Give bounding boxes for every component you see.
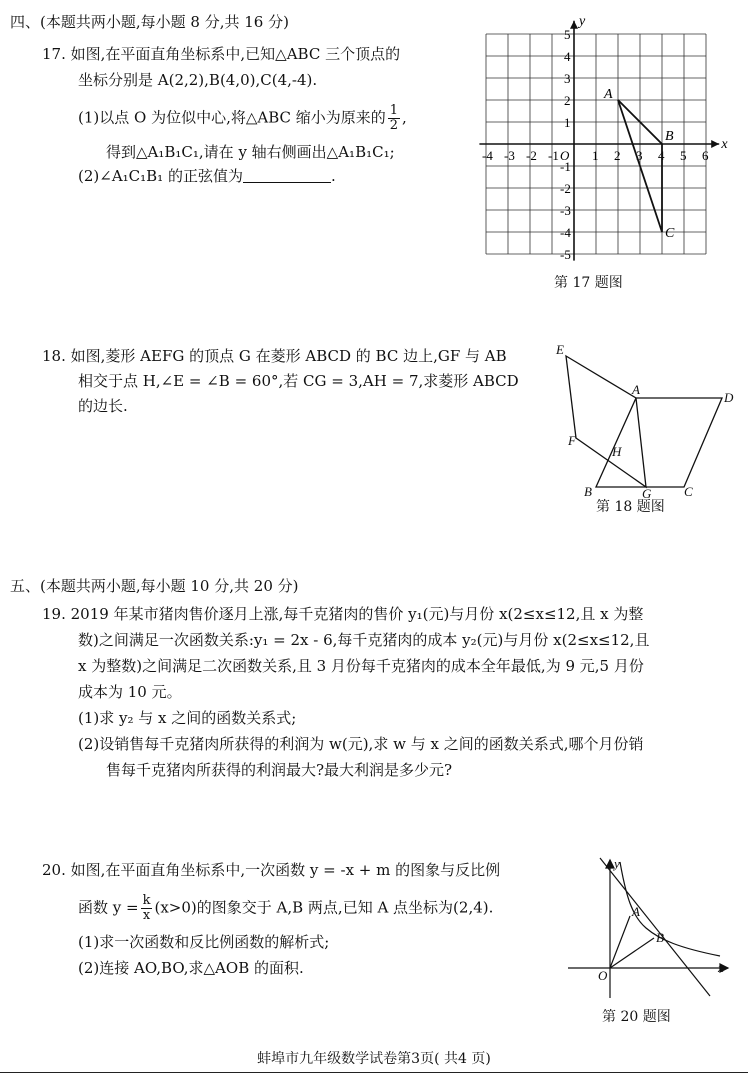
q20-line2a: 函数 y =	[78, 898, 139, 917]
q17-y-tick-label: -4	[560, 225, 571, 240]
q17-x-tick-label: 3	[636, 148, 643, 163]
q20-segment-bo	[610, 938, 654, 968]
q20-part1: (1)求一次函数和反比例函数的解析式;	[78, 933, 330, 951]
q17-fraction	[388, 104, 400, 133]
q17-x-tick-label: -4	[482, 148, 493, 163]
q17-y-tick-label: 4	[564, 49, 571, 64]
q18-label-b: B	[584, 484, 592, 499]
q19-part1: (1)求 y₂ 与 x 之间的函数关系式;	[78, 709, 297, 727]
q20-label-b: B	[656, 930, 664, 945]
q17-y-tick-label: -3	[560, 203, 571, 218]
q17-x-tick-label: 4	[658, 148, 665, 163]
page-footer: 蚌埠市九年级数学试卷第3页( 共4 页)	[257, 1051, 491, 1067]
q18-label-c: C	[684, 484, 693, 499]
q17-line2: 坐标分别是 A(2,2),B(4,0),C(4,-4).	[78, 71, 318, 89]
section5-header: 五、(本题共两小题,每小题 10 分,共 20 分)	[10, 577, 299, 595]
q20-label-y: y	[614, 856, 620, 871]
bottom-rule	[0, 1072, 748, 1073]
q17-y-axis-label: y	[579, 13, 586, 29]
q17-x-tick-label: 5	[680, 148, 687, 163]
q17-line1: 17. 如图,在平面直角坐标系中,已知△ABC 三个顶点的	[42, 45, 401, 63]
q18-label-d: D	[724, 390, 734, 405]
q17-y-tick-label: -1	[560, 159, 571, 174]
q17-figure	[478, 10, 738, 270]
q17-x-tick-label: -3	[504, 148, 515, 163]
q20-label-x: x	[718, 960, 724, 975]
q17-comma: ,	[402, 108, 407, 127]
q18-label-e: E	[556, 342, 564, 357]
q17-x-tick-label: 6	[702, 148, 709, 163]
q20-label-o: O	[598, 968, 608, 983]
q17-x-tick-label: -2	[526, 148, 537, 163]
q20-caption: 第 20 题图	[602, 1009, 671, 1025]
q20-figure	[560, 856, 740, 1006]
q17-y-tick-label: 5	[564, 27, 571, 42]
q17-y-tick-label: 3	[564, 71, 571, 86]
q18-figure	[548, 340, 748, 500]
q20-line2b: (x>0)的图象交于 A,B 两点,已知 A 点坐标为(2,4).	[154, 898, 494, 917]
q20-fraction	[141, 894, 153, 923]
q18-line1: 18. 如图,菱形 AEFG 的顶点 G 在菱形 ABCD 的 BC 边上,GF 与 AB	[42, 347, 507, 365]
q17-point-b-label: B	[665, 129, 674, 144]
q19-part2a: (2)设销售每千克猪肉所获得的利润为 w(元),求 w 与 x 之间的函数关系式,哪个月份销	[78, 735, 644, 753]
q17-part1a	[78, 104, 407, 133]
q19-part2b: 售每千克猪肉所获得的利润最大?最大利润是多少元?	[106, 761, 453, 779]
q19-line4: 成本为 10 元。	[78, 683, 182, 701]
q17-x-tick-label: 1	[592, 148, 599, 163]
q17-y-tick-label: -2	[560, 181, 571, 196]
q17-caption: 第 17 题图	[554, 275, 623, 291]
q18-label-h: H	[612, 444, 622, 459]
q17-part2	[78, 166, 336, 186]
q17-point-c-label: C	[665, 226, 675, 241]
q18-label-f: F	[568, 433, 576, 448]
q18-label-a: A	[632, 382, 640, 397]
q17-y-tick-label: 2	[564, 93, 571, 108]
q18-rhombus-aefg	[566, 356, 646, 487]
q17-part2-end: .	[330, 167, 336, 185]
q17-answer-blank	[243, 168, 331, 183]
q17-axes	[479, 14, 728, 261]
q20-segment-ao	[610, 916, 630, 968]
q17-part1a-text: (1)以点 O 为位似中心,将△ABC 缩小为原来的	[78, 108, 386, 127]
q17-y-arrow	[570, 21, 578, 29]
q20-frac-denominator: x	[142, 908, 151, 923]
q17-y-tick-label: -5	[560, 247, 571, 262]
q20-line1: 20. 如图,在平面直角坐标系中,一次函数 y = -x + m 的图象与反比例	[42, 861, 501, 879]
q17-y-tick-label: 1	[564, 115, 571, 130]
q19-line3: x 为整数)之间满足二次函数关系,且 3 月份每千克猪肉的成本全年最低,为 9 元,5 月份	[78, 657, 644, 675]
q17-x-axis-label: x	[721, 137, 728, 152]
q17-part2-text: (2)∠A₁C₁B₁ 的正弦值为	[78, 167, 243, 185]
section4-header: 四、(本题共两小题,每小题 8 分,共 16 分)	[10, 13, 289, 31]
q18-line2: 相交于点 H,∠E = ∠B = 60°,若 CG = 3,AH = 7,求菱形 ABCD	[78, 372, 519, 390]
q17-x-tick-label: 2	[614, 148, 621, 163]
q20-frac-numerator: k	[142, 893, 151, 908]
q17-part1b: 得到△A₁B₁C₁,请在 y 轴右侧画出△A₁B₁C₁;	[106, 143, 395, 161]
q17-x-tick-label: O	[560, 148, 570, 163]
q17-point-a-label: A	[604, 87, 613, 102]
q20-part2: (2)连接 AO,BO,求△AOB 的面积.	[78, 959, 304, 977]
q19-line1: 19. 2019 年某市猪肉售价逐月上涨,每千克猪肉的售价 y₁(元)与月份 x(2≤x≤12,且 x 为整	[42, 605, 644, 623]
q20-line2	[78, 894, 493, 923]
q17-triangle	[603, 87, 675, 241]
q19-line2: 数)之间满足一次函数关系:y₁ = 2x - 6,每千克猪肉的成本 y₂(元)与月份 x(2≤x≤12,且	[78, 631, 650, 649]
q17-frac-numerator: 1	[389, 103, 399, 118]
q17-x-arrow	[711, 140, 719, 148]
q18-label-g: G	[642, 486, 652, 500]
q20-label-a: A	[632, 904, 640, 919]
q17-x-tick-label: -1	[548, 148, 559, 163]
q18-caption: 第 18 题图	[596, 499, 665, 515]
q18-line3: 的边长.	[78, 397, 128, 415]
q20-linear-graph	[600, 858, 710, 996]
q18-rhombus-abcd	[596, 398, 722, 487]
q17-frac-denominator: 2	[389, 118, 399, 133]
